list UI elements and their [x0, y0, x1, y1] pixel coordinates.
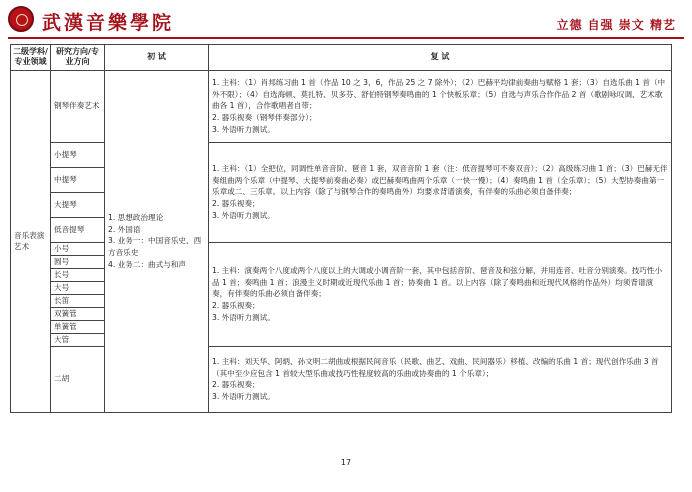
direction-cell: 小提琴: [51, 142, 105, 167]
preliminary-item: 2. 外国语: [108, 224, 141, 234]
direction-cell: 中提琴: [51, 167, 105, 192]
school-motto: 立德 自强 崇文 精艺: [556, 18, 676, 32]
retest-item: 3. 外语听力测试。: [212, 124, 275, 134]
retest-item: 1. 主科：（1）肖邦练习曲 1 首（作品 10 之 3、6，作品 25 之 7 除外）；（2）巴赫平均律前奏曲与赋格 1 套；（3）自选乐曲 1 首（中外不限）；（4）自选海顿、莫扎特、贝多芬、舒伯特钢琴奏鸣曲的 1 个快板乐章；（5）自选与声乐合作作品 2 首（歌剧咏叹调、艺术歌曲各 1 首），合作歌唱者自带；: [212, 77, 666, 111]
page-header: [8, 6, 684, 34]
header-retest: 复 试: [209, 45, 672, 71]
direction-cell: 大管: [51, 333, 105, 346]
direction-cell: 钢琴伴奏艺术: [51, 70, 105, 142]
retest-cell: [209, 142, 672, 242]
retest-item: 3. 外语听力测试。: [212, 210, 275, 220]
direction-cell: 单簧管: [51, 320, 105, 333]
header-discipline: 二级学科/专业领域: [11, 45, 51, 71]
header-preliminary: 初 试: [105, 45, 209, 71]
retest-cell: [209, 242, 672, 346]
retest-item: 1. 主科：（1）全把位，同调性单音音阶、琶音 1 套，双音音阶 1 套（注：低音提琴可不奏双音）；（2）高级练习曲 1 首；（3）巴赫无伴奏组曲两个乐章（中提琴、大提琴前奏曲必奏）或巴赫奏鸣曲两个乐章（一快一慢）；（4）奏鸣曲 1 首（全乐章）；（5）大型协奏曲第一乐章或二、三乐章。以上内容（除了与钢琴合作的奏鸣曲外）均要求背谱演奏，有伴奏的乐曲必须自备伴奏；: [212, 163, 668, 197]
retest-item: 3. 外语听力测试。: [212, 312, 275, 322]
admission-table: [10, 44, 672, 413]
retest-cell: [209, 346, 672, 412]
preliminary-item: 4. 业务二：曲式与和声: [108, 259, 187, 269]
direction-cell: 长号: [51, 268, 105, 281]
discipline-cell: 音乐表演艺术: [11, 70, 51, 412]
preliminary-item: 1. 思想政治理论: [108, 212, 164, 222]
direction-cell: 大提琴: [51, 192, 105, 217]
table-row: [11, 70, 672, 142]
retest-item: 2. 器乐视奏；: [212, 380, 260, 390]
retest-item: 1. 主科：刘天华、阿炳、孙文明二胡曲或根据民间音乐（民歌、曲艺、戏曲、民间器乐）移植、改编的乐曲 1 首；现代创作乐曲 3 首（其中至少应包含 1 首较大型乐曲或技巧性程度较高的乐曲或协奏曲的 1 个乐章）；: [212, 356, 659, 378]
direction-cell: 低音提琴: [51, 217, 105, 242]
header-direction: 研究方向/专业方向: [51, 45, 105, 71]
retest-item: 1. 主科：演奏两个八度或两个八度以上的大调或小调音阶一套，其中包括音阶、琶音及和弦分解，并用连音、吐音分别演奏。技巧性小品 1 首；奏鸣曲 1 首；浪漫主义时期或近现代乐曲 1 首；协奏曲 1 首。以上内容（除了奏鸣曲和近现代风格的作品外）均须背谱演奏，有伴奏的乐曲必须自备伴奏；: [212, 265, 663, 299]
direction-cell: 圆号: [51, 255, 105, 268]
header-divider: [8, 37, 684, 39]
direction-cell: 大号: [51, 281, 105, 294]
retest-item: 2. 器乐视奏；: [212, 301, 260, 311]
preliminary-cell: [105, 70, 209, 412]
retest-item: 2. 器乐视奏（钢琴伴奏部分）；: [212, 113, 317, 123]
retest-cell: [209, 70, 672, 142]
preliminary-item: 3. 业务一：中国音乐史、西方音乐史: [108, 236, 202, 258]
school-name: 武漢音樂學院: [42, 12, 175, 34]
direction-cell: 双簧管: [51, 307, 105, 320]
direction-cell: 长笛: [51, 294, 105, 307]
retest-item: 3. 外语听力测试。: [212, 392, 275, 402]
school-seal-icon: [8, 6, 34, 32]
page-number: 17: [340, 458, 352, 467]
direction-cell: 小号: [51, 242, 105, 255]
table-header-row: [11, 45, 672, 71]
direction-cell: 二胡: [51, 346, 105, 412]
retest-item: 2. 器乐视奏；: [212, 199, 260, 209]
